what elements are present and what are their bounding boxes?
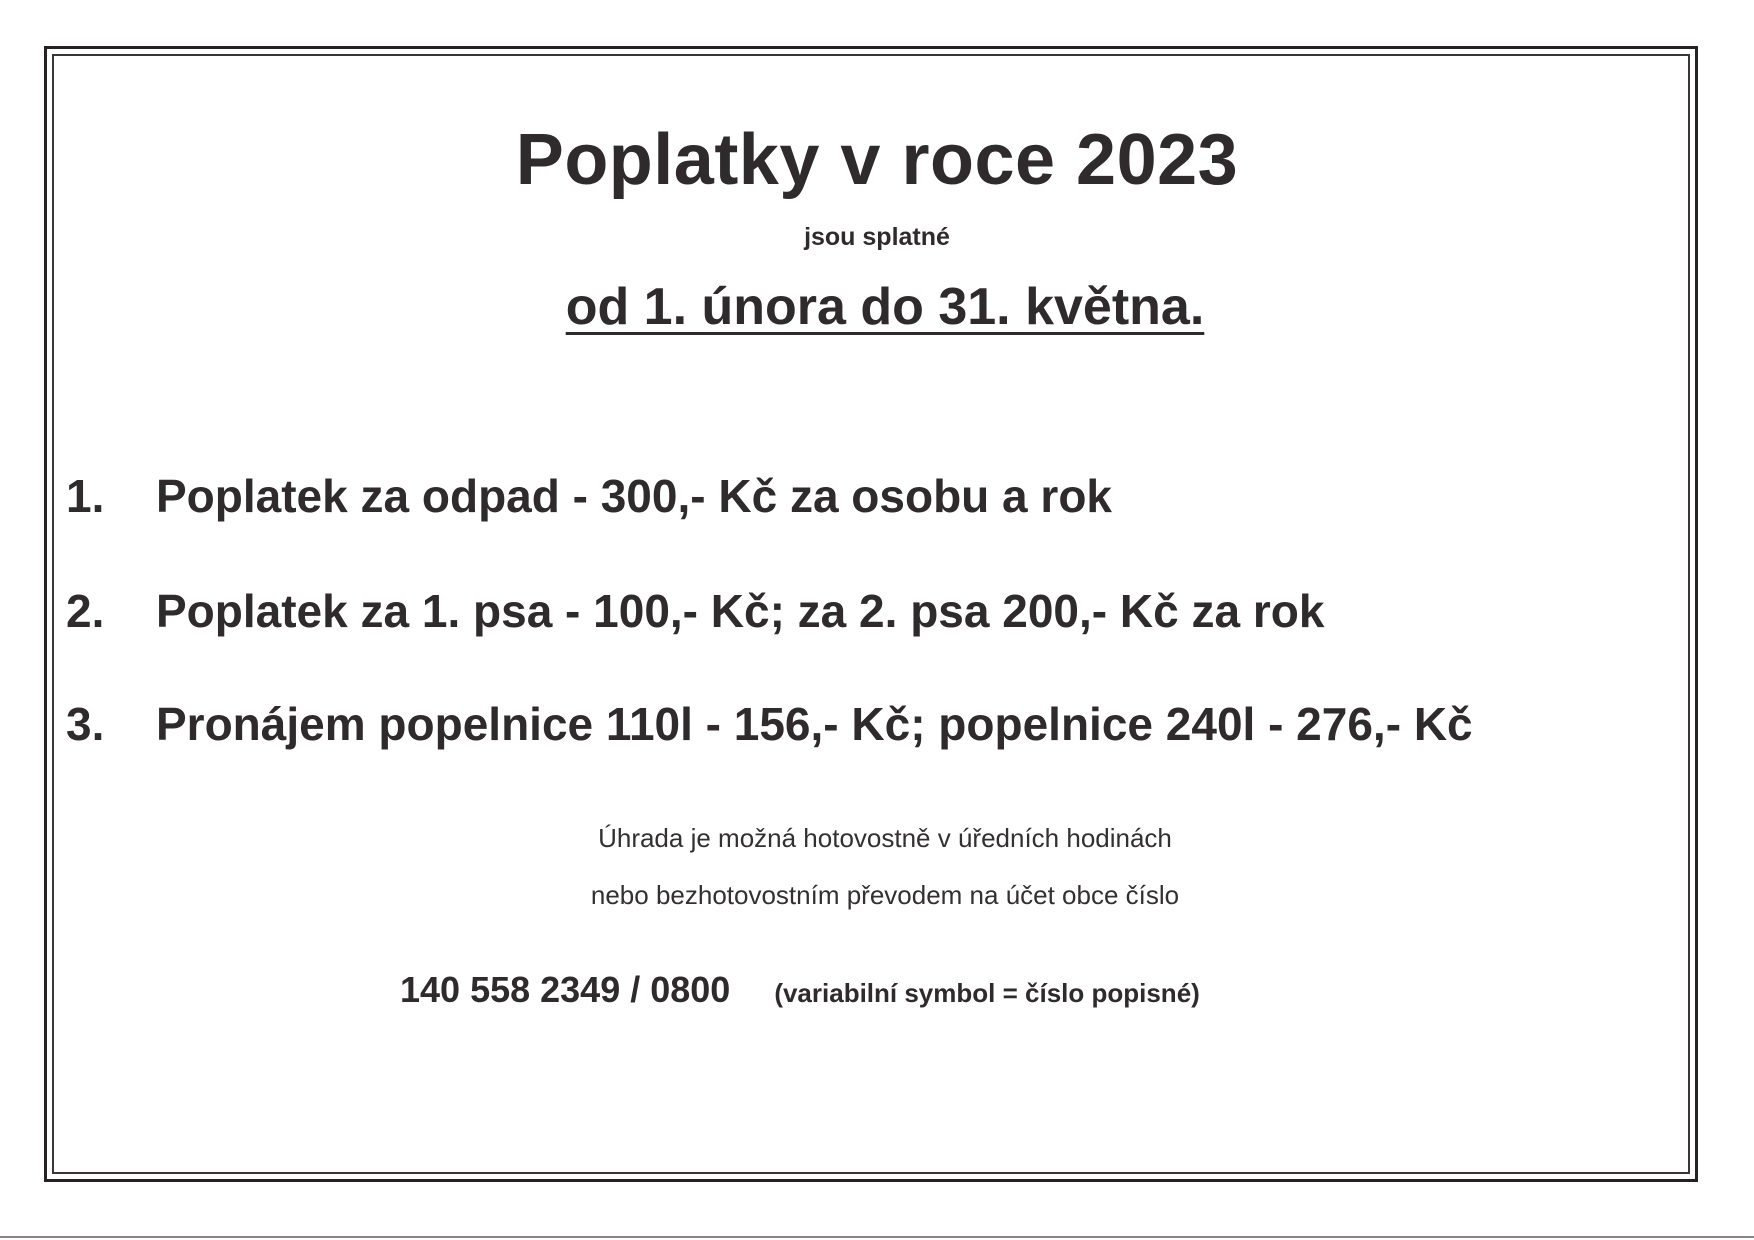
due-date-range-text: od 1. února do 31. května. bbox=[565, 278, 1205, 336]
fee-item-number: 3. bbox=[66, 698, 105, 750]
account-number: 140 558 2349 / 0800 bbox=[400, 969, 731, 1010]
scan-edge-line bbox=[0, 1236, 1754, 1238]
fee-item-text: Pronájem popelnice 110l - 156,- Kč; popelnice 240l - 276,- Kč bbox=[156, 698, 1473, 750]
payment-note-cash: Úhrada je možná hotovostně v úředních hodinách bbox=[598, 823, 1172, 853]
variable-symbol-note: (variabilní symbol = číslo popisné) bbox=[774, 978, 1200, 1008]
fee-item-text: Poplatek za 1. psa - 100,- Kč; za 2. psa 200,- Kč za rok bbox=[156, 585, 1325, 637]
fee-item-waste bbox=[66, 468, 1112, 524]
account-line bbox=[400, 968, 1200, 1015]
fee-item-number: 1. bbox=[66, 470, 105, 522]
fee-item-text: Poplatek za odpad - 300,- Kč za osobu a rok bbox=[156, 470, 1113, 522]
fee-item-dog bbox=[66, 583, 1324, 639]
fee-item-bin-rental bbox=[66, 696, 1473, 752]
subtitle: jsou splatné bbox=[804, 223, 950, 251]
due-date-range bbox=[0, 275, 1754, 339]
payment-note-transfer: nebo bezhotovostním převodem na účet obce číslo bbox=[590, 880, 1180, 910]
page-title: Poplatky v roce 2023 bbox=[515, 120, 1239, 200]
fee-item-number: 2. bbox=[66, 585, 105, 637]
